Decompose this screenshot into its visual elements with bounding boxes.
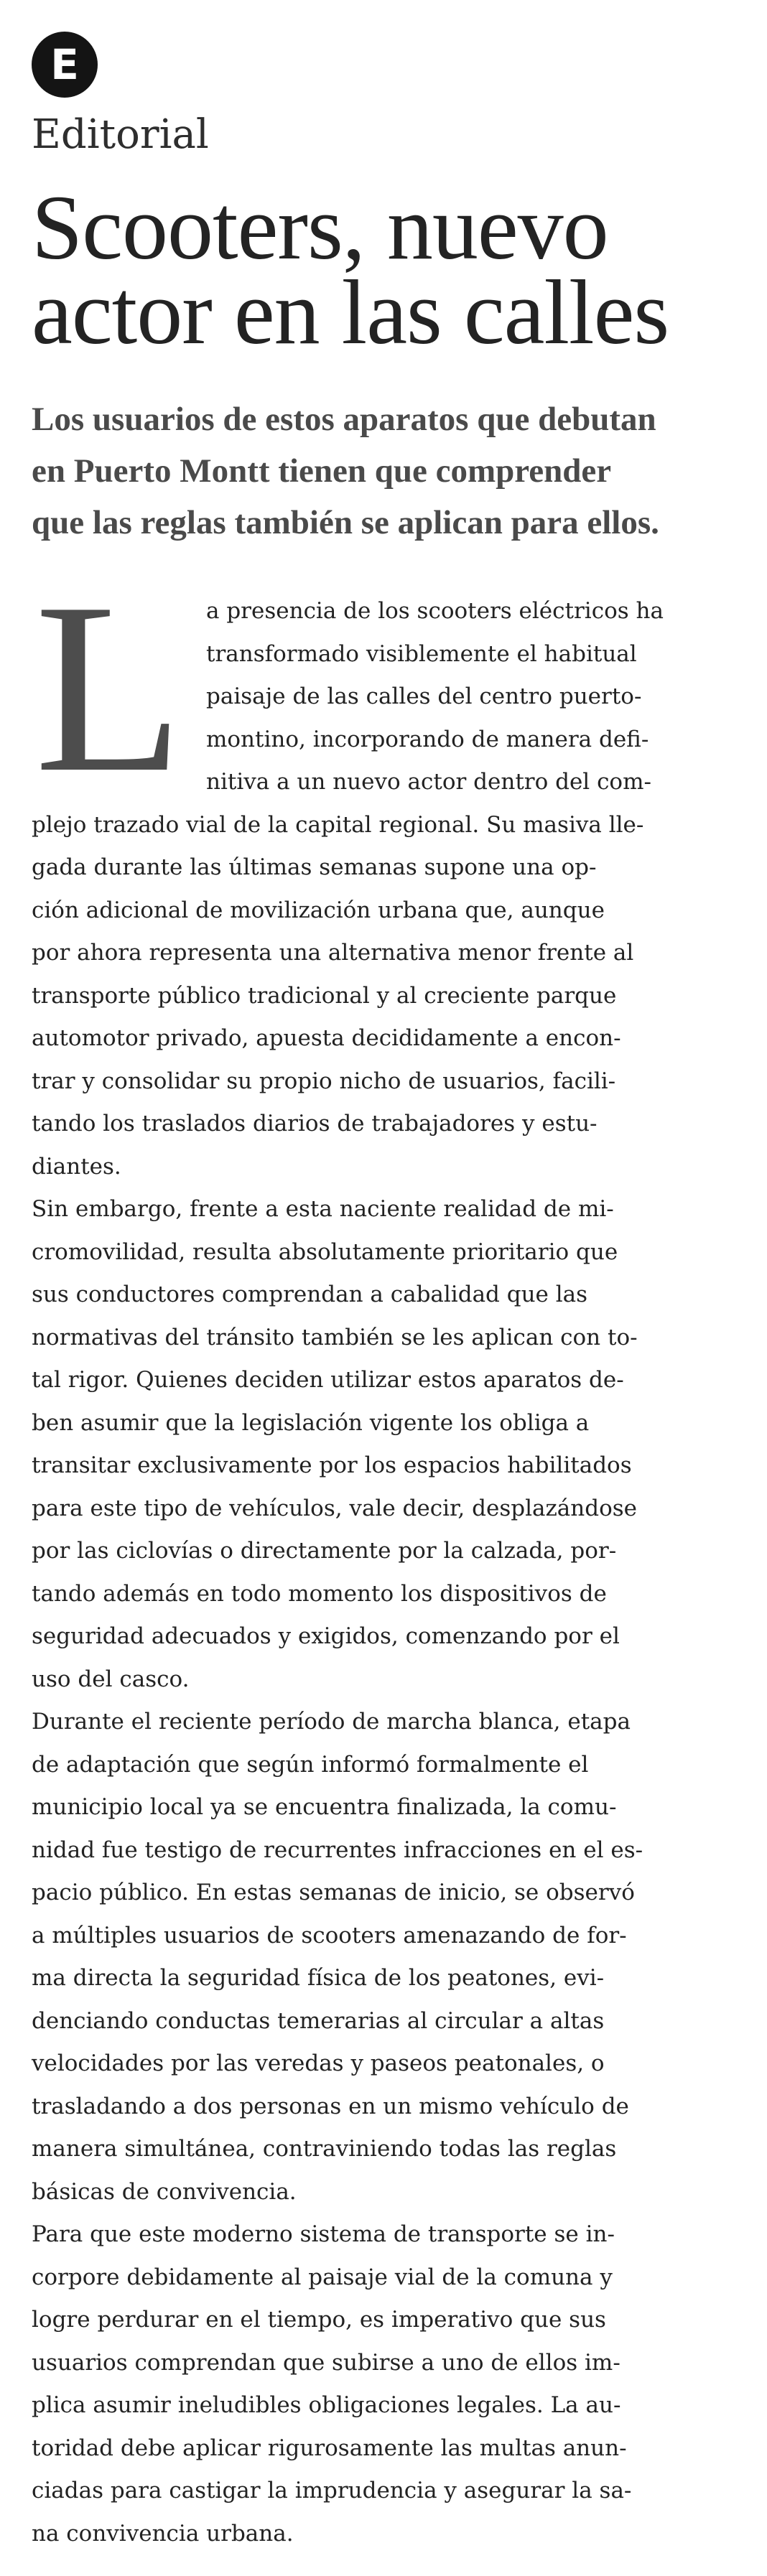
opening-paragraph-start <box>32 552 743 823</box>
headline-line: Scooters, nuevo <box>32 177 608 279</box>
body-line: paisaje de las calles del centro puerto- <box>206 683 642 709</box>
subheadline-line: en Puerto Montt tienen que comprender <box>32 452 612 490</box>
drop-cap: L <box>34 552 184 823</box>
body-line: por ahora representa una alternativa menor frente al <box>32 940 634 966</box>
body-line: a presencia de los scooters eléctricos ha <box>206 598 664 624</box>
body-line: a múltiples usuarios de scooters amenazando de for- <box>32 1922 627 1949</box>
body-line: municipio local ya se encuentra finalizada, la comu- <box>32 1794 617 1820</box>
body-line: cromovilidad, resulta absolutamente prioritario que <box>32 1238 618 1265</box>
body-line: por las ciclovías o directamente por la calzada, por- <box>32 1538 617 1564</box>
body-line: montino, incorporando de manera defi- <box>206 726 649 752</box>
body-line: na convivencia urbana. <box>32 2520 294 2547</box>
article-body <box>32 552 743 2555</box>
subheadline <box>32 393 743 549</box>
body-line: usuarios comprendan que subirse a uno de ellos im- <box>32 2349 620 2376</box>
body-line: uso del casco. <box>32 1666 190 1692</box>
body-line: seguridad adecuados y exigidos, comenzando por el <box>32 1623 620 1649</box>
body-line: Sin embargo, frente a esta naciente realidad de mi- <box>32 1196 614 1222</box>
body-line: plejo trazado vial de la capital regional. Su masiva lle- <box>32 811 644 838</box>
body-line: ciadas para castigar la imprudencia y asegurar la sa- <box>32 2478 632 2503</box>
subheadline-line: Los usuarios de estos aparatos que debutan <box>32 401 656 438</box>
editorial-article <box>32 32 743 2555</box>
body-line: velocidades por las veredas y paseos peatonales, o <box>32 2050 605 2076</box>
body-line: transporte público tradicional y al creciente parque <box>32 982 617 1009</box>
body-line: automotor privado, apuesta decididamente a encon- <box>32 1025 621 1051</box>
body-line: denciando conductas temerarias al circular a altas <box>32 2007 605 2034</box>
body-line: normativas del tránsito también se les aplican con to- <box>32 1324 638 1350</box>
body-line: para este tipo de vehículos, vale decir, desplazándose <box>32 1495 638 1521</box>
body-line: ma directa la seguridad física de los peatones, evi- <box>32 1965 605 1991</box>
body-line: gada durante las últimas semanas supone una op- <box>32 854 597 880</box>
body-line: transformado visiblemente el habitual <box>206 640 637 667</box>
body-line: toridad debe aplicar rigurosamente las multas anun- <box>32 2435 627 2461</box>
body-line: trasladando a dos personas en un mismo vehículo de <box>32 2093 629 2119</box>
section-badge: E <box>32 32 98 98</box>
body-line: ben asumir que la legislación vigente los obliga a <box>32 1409 590 1436</box>
body-line: pacio público. En estas semanas de inicio, se observó <box>32 1880 635 1905</box>
body-line: de adaptación que según informó formalmente el <box>32 1751 589 1778</box>
body-line: tando además en todo momento los dispositivos de <box>32 1580 607 1607</box>
body-line: nidad fue testigo de recurrentes infracciones en el es- <box>32 1837 643 1863</box>
subheadline-line: que las reglas también se aplican para ellos. <box>32 504 659 541</box>
headline-line: actor en las calles <box>32 261 669 363</box>
body-line: corpore debidamente al paisaje vial de la comuna y <box>32 2264 613 2290</box>
section-label: Editorial <box>32 111 209 158</box>
body-line: manera simultánea, contraviniendo todas las reglas <box>32 2136 617 2162</box>
body-line: tal rigor. Quienes deciden utilizar estos aparatos de- <box>32 1367 624 1393</box>
body-line: transitar exclusivamente por los espacios habilitados <box>32 1452 632 1478</box>
body-line: básicas de convivencia. <box>32 2178 297 2205</box>
headline <box>32 177 743 363</box>
body-line: diantes. <box>32 1153 121 1180</box>
body-line: plica asumir ineludibles obligaciones legales. La au- <box>32 2392 621 2418</box>
body-line: sus conductores comprendan a cabalidad que las <box>32 1282 588 1307</box>
body-line: ción adicional de movilización urbana que, aunque <box>32 897 605 923</box>
body-line: logre perdurar en el tiempo, es imperativo que sus <box>32 2307 606 2333</box>
body-line: nitiva a un nuevo actor dentro del com- <box>206 769 651 795</box>
body-line: trar y consolidar su propio nicho de usuarios, facili- <box>32 1068 616 1094</box>
article-body-lines <box>32 804 743 2556</box>
body-line: tando los traslados diarios de trabajadores y estu- <box>32 1111 598 1137</box>
body-line: Para que este moderno sistema de transporte se in- <box>32 2221 615 2247</box>
body-line: Durante el reciente período de marcha blanca, etapa <box>32 1709 631 1735</box>
